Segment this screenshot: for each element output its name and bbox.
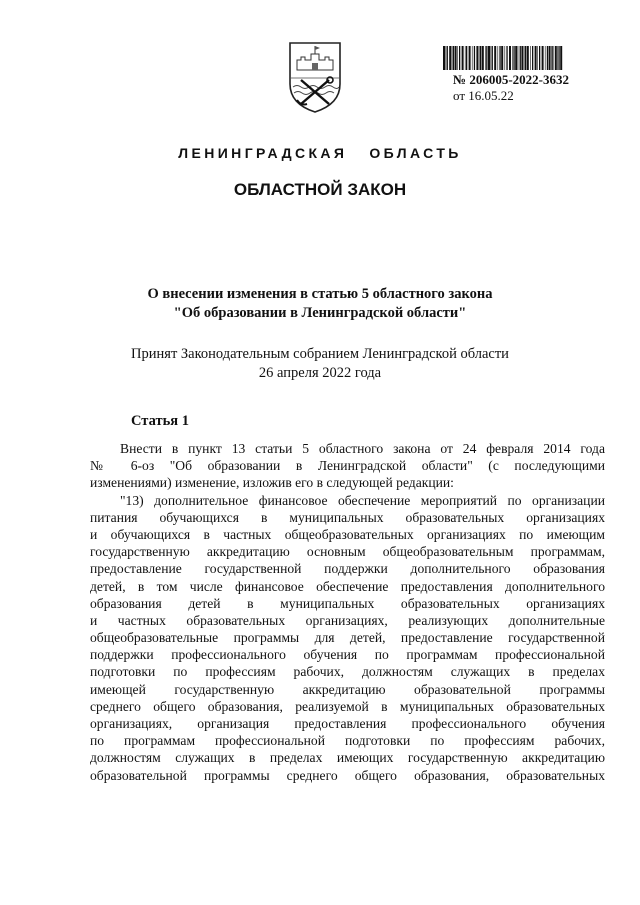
registration-number: № 206005-2022-3632 — [453, 72, 569, 87]
body-line: детей, в том числе финансовое обеспечение предоставления дополнительного — [90, 578, 605, 594]
body-line: поддержки профессионального обучения по программам профессиональной — [90, 647, 605, 663]
body-line: питания обучающихся в муниципальных образовательных организациях — [90, 509, 605, 525]
body-line: подготовки по профессиям рабочих, должностям служащих в пределах — [90, 664, 605, 680]
body-line: образования детей в муниципальных образовательных организациях — [90, 595, 605, 611]
law-title-line: "Об образовании в Ленинградской области" — [173, 305, 467, 321]
body-line: и частных образовательных организациях, реализующих дополнительные — [90, 612, 605, 628]
body-line: имеющей государственную аккредитацию образовательной программы — [90, 681, 605, 697]
region-name — [0, 145, 640, 161]
body-line: № 6-оз "Об образовании в Ленинградской области" (с последующими — [90, 458, 605, 474]
registration-date: от 16.05.22 — [453, 88, 514, 103]
adoption-line: Принят Законодательным собранием Ленинградской области — [131, 346, 509, 362]
body-line: Внести в пункт 13 статьи 5 областного закона от 24 февраля 2014 года — [120, 441, 605, 456]
body-line: предоставление государственной поддержки дополнительного образования — [90, 561, 605, 577]
body-line: общеобразовательные программы для детей, предоставление государственной — [90, 630, 605, 646]
law-title-line: О внесении изменения в статью 5 областного закона — [147, 286, 493, 302]
document-type: ОБЛАСТНОЙ ЗАКОН — [233, 180, 407, 199]
body-line: "13) дополнительное финансовое обеспечение мероприятий по организации — [120, 492, 605, 508]
adoption-date: 26 апреля 2022 года — [258, 365, 382, 381]
law-title — [0, 285, 640, 323]
body-line: государственную аккредитацию основным общеобразовательным программам, — [90, 544, 605, 560]
article-body — [90, 440, 605, 784]
body-line: среднего общего образования, реализуемой в муниципальных образовательных — [90, 698, 605, 714]
body-line: изменениями) изменение, изложив его в следующей редакции: — [90, 475, 454, 491]
region-name-word: ЛЕНИНГРАДСКАЯ — [178, 145, 348, 161]
body-line: образовательной программы среднего общего образования, образовательных — [90, 767, 605, 783]
registration-barcode — [442, 46, 564, 70]
body-line: должностям служащих в пределах имеющих государственную аккредитацию — [90, 750, 605, 766]
region-name-word: ОБЛАСТЬ — [369, 145, 462, 161]
body-line: и обучающихся в частных общеобразовательных организациях по имеющим — [90, 526, 605, 542]
body-line: по программам профессиональной подготовки по профессиям рабочих, — [90, 733, 605, 749]
body-line: организациях, организация предоставления профессионального обучения — [90, 716, 605, 731]
adoption-statement — [0, 345, 640, 383]
coat-of-arms-emblem — [287, 40, 343, 114]
article-heading: Статья 1 — [131, 413, 189, 429]
